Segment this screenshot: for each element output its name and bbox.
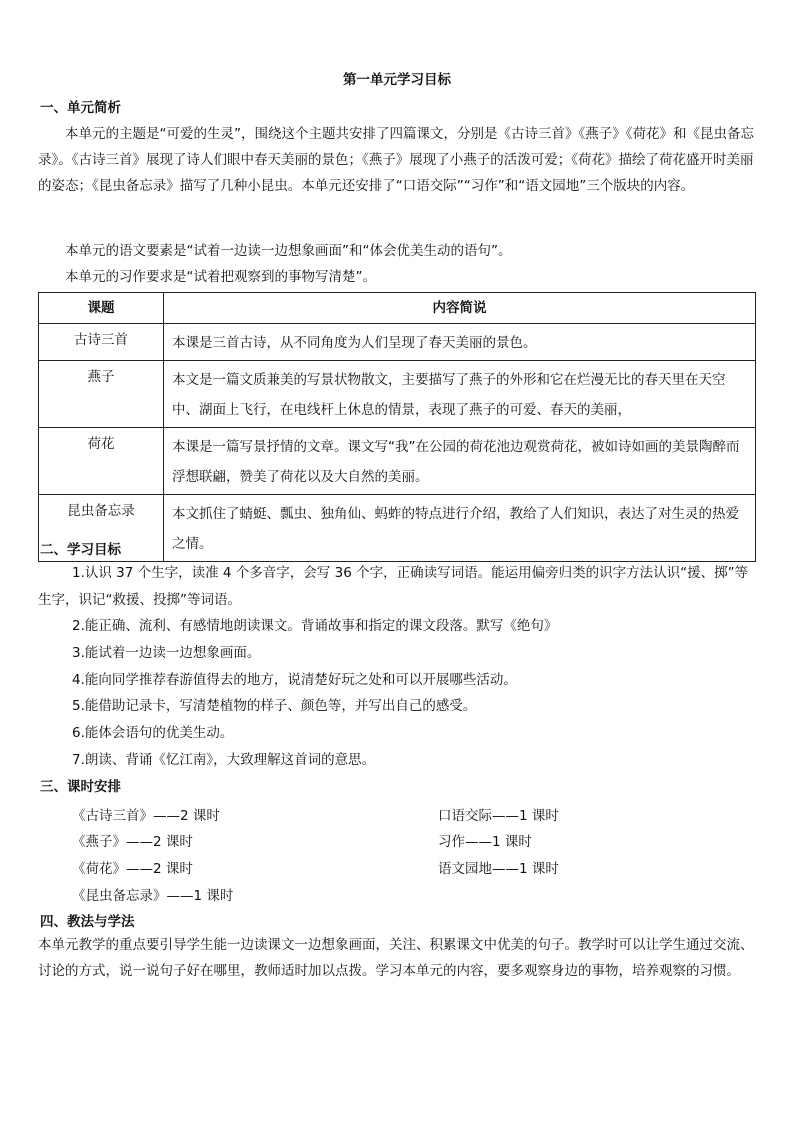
table-cell-topic: 荷花 <box>39 428 164 495</box>
goal-item: 7.朗读、背诵《忆江南》，大致理解这首词的意思。 <box>72 752 376 768</box>
table-cell-summary: 本文抓住了蜻蜓、瓢虫、独角仙、蚂蚱的特点进行介绍，教给了人们知识，表达了对生灵的热爱之情。 <box>164 495 756 562</box>
method-paragraph: 本单元教学的重点要引导学生能一边读课文一边想象画面，关注、积累课文中优美的句子。教学时可以让学生通过交流、讨论的方式，说一说句子好在哪里，教师适时加以点拨。学习本单元的内容，要多观察身边的事物，培养观察的习惯。 <box>38 937 754 979</box>
table-row <box>39 361 756 428</box>
schedule-item: 语文园地——1 课时 <box>438 861 559 877</box>
schedule-item: 口语交际——1 课时 <box>438 808 559 824</box>
page-title: 第一单元学习目标 <box>343 72 451 88</box>
table-header-topic: 课题 <box>39 293 164 324</box>
table-row <box>39 428 756 495</box>
table-row <box>39 324 756 361</box>
lesson-table <box>38 292 756 562</box>
table-cell-summary: 本文是一篇文质兼美的写景状物散文，主要描写了燕子的外形和它在烂漫无比的春天里在天空中、湖面上飞行，在电线杆上休息的情景，表现了燕子的可爱、春天的美丽， <box>164 361 756 428</box>
goal-item: 4.能向同学推荐春游值得去的地方，说清楚好玩之处和可以开展哪些活动。 <box>72 672 517 688</box>
goal-item: 2.能正确、流利、有感情地朗读课文。背诵故事和指定的课文段落。默写《绝句》 <box>72 618 558 634</box>
schedule-item: 《昆虫备忘录》——1 课时 <box>72 888 234 904</box>
table-cell-topic: 昆虫备忘录 <box>39 495 164 562</box>
goal-item: 1.认识 37 个生字，读准 4 个多音字，会写 36 个字，正确读写词语。能运用偏旁归类的识字方法认识“援、掷”等生字，识记“救援、投掷”等词语。 <box>38 565 749 608</box>
goal-item: 3.能试着一边读一边想象画面。 <box>72 645 261 661</box>
section-heading-analysis: 一、单元简析 <box>40 100 121 116</box>
table-cell-topic: 古诗三首 <box>39 324 164 361</box>
table-cell-summary: 本课是一篇写景抒情的文章。课文写“我”在公园的荷花池边观赏荷花，被如诗如画的美景陶醉而浮想联翩，赞美了荷花以及大自然的美丽。 <box>164 428 756 495</box>
goal-item: 6.能体会语句的优美生动。 <box>72 725 234 741</box>
goal-item: 5.能借助记录卡，写清楚植物的样子、颜色等，并写出自己的感受。 <box>72 698 477 714</box>
table-cell-summary: 本课是三首古诗，从不同角度为人们呈现了春天美丽的景色。 <box>164 324 756 361</box>
analysis-paragraph-3: 本单元的习作要求是“试着把观察到的事物写清楚”。 <box>65 269 376 285</box>
analysis-paragraph-2: 本单元的语文要素是“试着一边读一边想象画面”和“体会优美生动的语句”。 <box>65 243 512 259</box>
table-cell-topic: 燕子 <box>39 361 164 428</box>
table-row <box>39 495 756 562</box>
table-header-row <box>39 293 756 324</box>
schedule-item: 习作——1 课时 <box>438 834 532 850</box>
schedule-item: 《燕子》——2 课时 <box>72 834 193 850</box>
section-heading-method: 四、教法与学法 <box>40 914 135 930</box>
schedule-item: 《荷花》——2 课时 <box>72 861 193 877</box>
analysis-paragraph-1: 本单元的主题是“可爱的生灵”，围绕这个主题共安排了四篇课文，分别是《古诗三首》《燕子》《荷花》和《昆虫备忘录》。《古诗三首》展现了诗人们眼中春天美丽的景色；《燕子》展现了小燕子的活泼可爱；《荷花》描绘了荷花盛开时美丽的姿态；《昆虫备忘录》描写了几种小昆虫。本单元还安排了“口语交际”“习作”和“语文园地”三个版块的内容。 <box>38 126 754 194</box>
section-heading-schedule: 三、课时安排 <box>40 779 121 795</box>
schedule-item: 《古诗三首》——2 课时 <box>72 808 220 824</box>
section-heading-goals: 二、学习目标 <box>40 542 121 558</box>
table-header-summary: 内容简说 <box>164 293 756 324</box>
